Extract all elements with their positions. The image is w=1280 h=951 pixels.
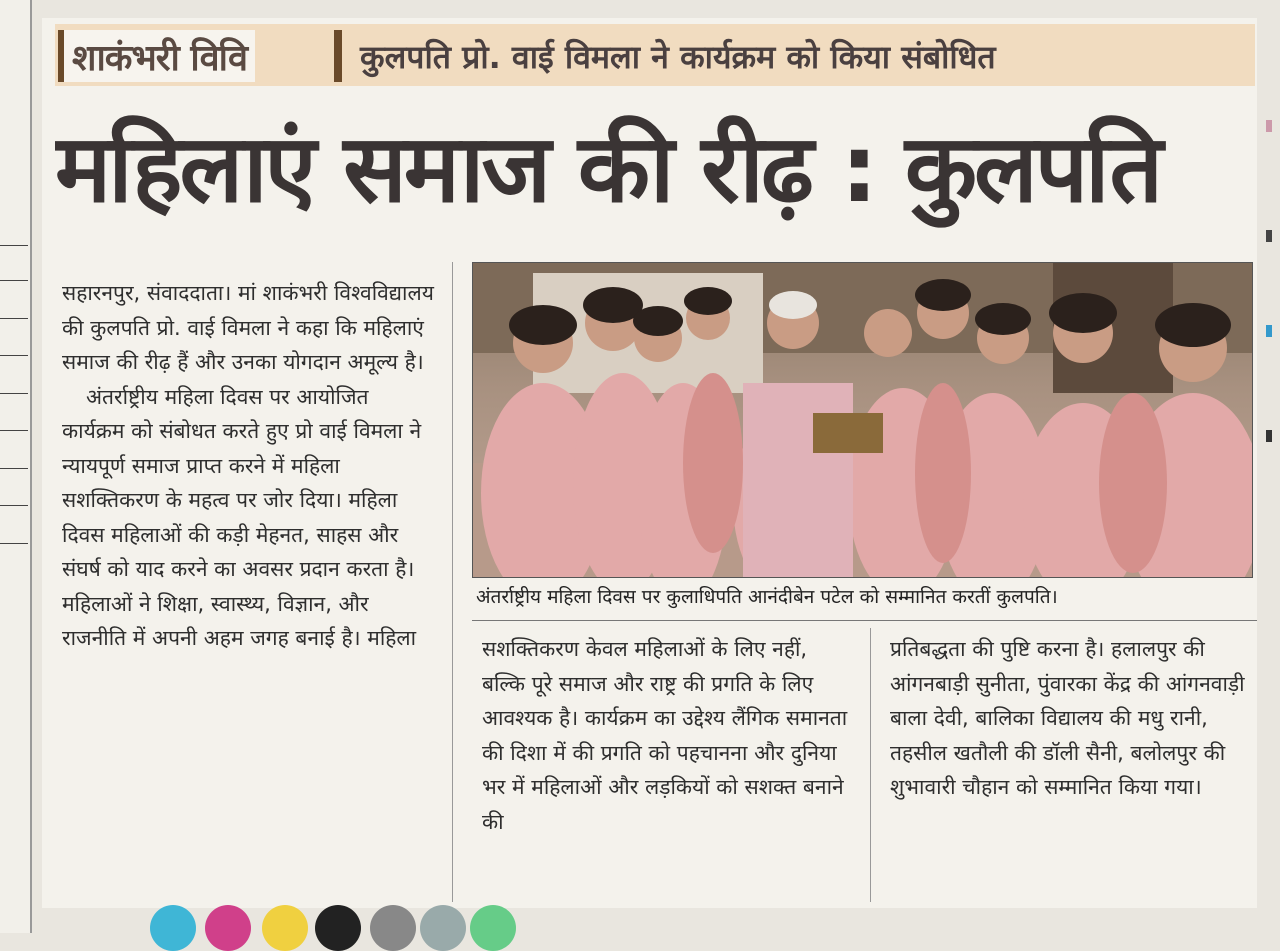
- yellow-registration-mark: [262, 905, 308, 951]
- gray-registration-mark: [470, 905, 516, 951]
- adjacent-page-edge: [0, 0, 32, 933]
- subheadline: कुलपति प्रो. वाई विमला ने कार्यक्रम को किया संबोधित: [360, 37, 996, 76]
- page-edge-rule: [0, 280, 28, 281]
- black-registration-mark: [315, 905, 361, 951]
- page-edge-rule: [0, 505, 28, 506]
- photo-caption: अंतर्राष्ट्रीय महिला दिवस पर कुलाधिपति आनंदीबेन पटेल को सम्मानित करतीं कुलपति।: [476, 586, 1058, 608]
- event-photo: [472, 262, 1253, 578]
- page-edge-rule: [0, 468, 28, 469]
- gray-registration-mark: [420, 905, 466, 951]
- gray-registration-mark: [370, 905, 416, 951]
- article-column-2: [482, 632, 854, 839]
- article-paragraph: प्रतिबद्धता की पुष्टि करना है। हलालपुर की आंगनबाड़ी सुनीता, पुंवारका केंद्र की आंगनवाड़ी बाला देवी, बालिका विद्यालय की मधु रानी, तहसील खतौली की डॉली सैनी, बलोलपुर की शुभावारी चौहान को सम्मानित किया गया।: [890, 637, 1245, 799]
- margin-mark: [1266, 120, 1272, 132]
- page-edge-rule: [0, 430, 28, 431]
- kicker-divider: [334, 30, 342, 82]
- magenta-registration-mark: [205, 905, 251, 951]
- column-rule: [452, 262, 453, 902]
- margin-mark: [1266, 325, 1272, 337]
- section-label: शाकंभरी विवि: [72, 37, 248, 79]
- article-column-1: [62, 276, 434, 656]
- page-edge-rule: [0, 393, 28, 394]
- caption-rule: [472, 620, 1257, 621]
- page-edge-rule: [0, 318, 28, 319]
- page-edge-rule: [0, 355, 28, 356]
- main-headline: महिलाएं समाज की रीढ़ : कुलपति: [55, 115, 1161, 224]
- page-edge-rule: [0, 543, 28, 544]
- women-group-photo: [473, 263, 1252, 577]
- page-edge-rule: [0, 245, 28, 246]
- section-tag: [58, 30, 255, 82]
- column-rule: [870, 628, 871, 902]
- margin-mark: [1266, 430, 1272, 442]
- article-paragraph: सशक्तिकरण केवल महिलाओं के लिए नहीं, बल्कि पूरे समाज और राष्ट्र की प्रगति के लिए आवश्यक है। कार्यक्रम का उद्देश्य लैंगिक समानता की दिशा में की प्रगति को पहचानना और दुनिया भर में महिलाओं और लड़कियों को सशक्त बनाने की: [482, 637, 848, 834]
- cyan-registration-mark: [150, 905, 196, 951]
- margin-mark: [1266, 230, 1272, 242]
- article-paragraph: अंतर्राष्ट्रीय महिला दिवस पर आयोजित कार्यक्रम को संबोधत करते हुए प्रो वाई विमला ने न्यायपूर्ण समाज प्राप्त करने में महिला सशक्तिकरण के महत्व पर जोर दिया। महिला दिवस महिलाओं की कड़ी मेहनत, साहस और संघर्ष को याद करने का अवसर प्रदान करता है। महिलाओं ने शिक्षा, स्वास्थ्य, विज्ञान, और राजनीति में अपनी अहम जगह बनाई है। महिला: [62, 384, 422, 650]
- article-paragraph: सहारनपुर, संवाददाता। मां शाकंभरी विश्वविद्यालय की कुलपति प्रो. वाई विमला ने कहा कि महिलाएं समाज की रीढ़ हैं और उनका योगदान अमूल्य है।: [62, 281, 434, 374]
- article-column-3: [890, 632, 1250, 805]
